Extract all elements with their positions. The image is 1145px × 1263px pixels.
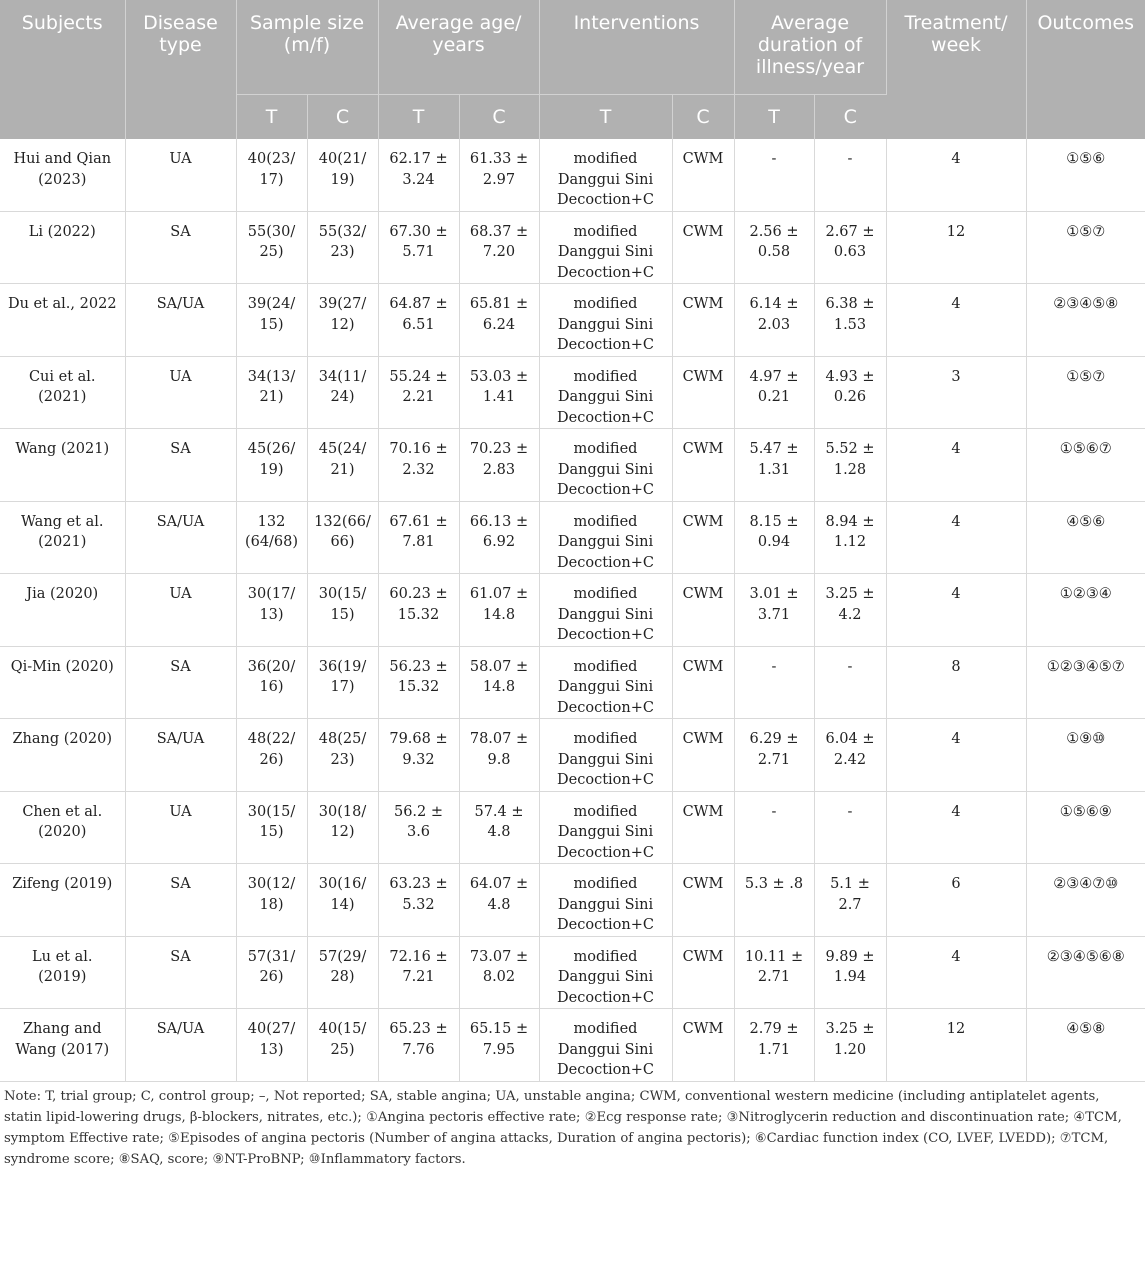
cell-age-c: 70.23 ± 2.83 [459,429,539,502]
cell-duration-c: 4.93 ± 0.26 [814,356,886,429]
cell-age-c: 65.81 ± 6.24 [459,284,539,357]
cell-age-t: 70.16 ± 2.32 [378,429,459,502]
cell-intervention-c: CWM [672,864,734,937]
cell-outcomes: ①②③④⑤⑦ [1026,646,1145,719]
header-outcomes: Outcomes [1026,0,1145,139]
cell-outcomes: ②③④⑤⑧ [1026,284,1145,357]
cell-sample-t: 30(17/ 13) [236,574,307,647]
cell-sample-c: 40(21/ 19) [307,139,378,211]
cell-sample-t: 48(22/ 26) [236,719,307,792]
cell-intervention-t: modified Danggui Sini Decoction+C [539,574,672,647]
table-row [0,139,1145,211]
cell-intervention-c: CWM [672,429,734,502]
cell-intervention-c: CWM [672,936,734,1009]
cell-duration-t: 4.97 ± 0.21 [734,356,814,429]
cell-age-c: 53.03 ± 1.41 [459,356,539,429]
cell-intervention-t: modified Danggui Sini Decoction+C [539,864,672,937]
subheader-duration-t: T [734,95,814,140]
cell-duration-c: 5.1 ± 2.7 [814,864,886,937]
cell-duration-c: - [814,791,886,864]
cell-intervention-t: modified Danggui Sini Decoction+C [539,646,672,719]
cell-duration-t: 6.29 ± 2.71 [734,719,814,792]
cell-age-t: 65.23 ± 7.76 [378,1009,459,1082]
cell-duration-t: 10.11 ± 2.71 [734,936,814,1009]
cell-outcomes: ①⑤⑥⑨ [1026,791,1145,864]
cell-sample-t: 40(23/ 17) [236,139,307,211]
cell-sample-t: 30(15/ 15) [236,791,307,864]
cell-subject: Zhang and Wang (2017) [0,1009,125,1082]
cell-sample-t: 55(30/ 25) [236,211,307,284]
cell-disease-type: UA [125,791,236,864]
cell-duration-t: 5.3 ± .8 [734,864,814,937]
cell-sample-t: 34(13/ 21) [236,356,307,429]
cell-outcomes: ④⑤⑥ [1026,501,1145,574]
cell-disease-type: SA/UA [125,501,236,574]
cell-sample-c: 48(25/ 23) [307,719,378,792]
cell-sample-c: 30(15/ 15) [307,574,378,647]
subheader-intervention-c: C [672,95,734,140]
header-interventions: Interventions [539,0,734,95]
cell-sample-t: 36(20/ 16) [236,646,307,719]
table-row [0,791,1145,864]
cell-subject: Wang (2021) [0,429,125,502]
cell-subject: Wang et al. (2021) [0,501,125,574]
cell-sample-t: 45(26/ 19) [236,429,307,502]
cell-disease-type: SA/UA [125,1009,236,1082]
cell-treatment-weeks: 4 [886,936,1026,1009]
cell-treatment-weeks: 4 [886,429,1026,502]
subheader-sample-t: T [236,95,307,140]
cell-intervention-c: CWM [672,574,734,647]
table-row [0,719,1145,792]
cell-disease-type: SA/UA [125,284,236,357]
cell-age-t: 56.23 ± 15.32 [378,646,459,719]
table-row [0,211,1145,284]
cell-intervention-t: modified Danggui Sini Decoction+C [539,1009,672,1082]
header-sample-size: Sample size (m/f) [236,0,378,95]
header-treatment: Treatment/ week [886,0,1026,139]
cell-intervention-t: modified Danggui Sini Decoction+C [539,501,672,574]
cell-intervention-t: modified Danggui Sini Decoction+C [539,284,672,357]
cell-intervention-c: CWM [672,139,734,211]
cell-age-t: 64.87 ± 6.51 [378,284,459,357]
cell-treatment-weeks: 8 [886,646,1026,719]
cell-disease-type: SA [125,429,236,502]
cell-disease-type: SA/UA [125,719,236,792]
cell-age-c: 78.07 ± 9.8 [459,719,539,792]
cell-sample-c: 39(27/ 12) [307,284,378,357]
cell-treatment-weeks: 4 [886,791,1026,864]
cell-subject: Jia (2020) [0,574,125,647]
cell-intervention-c: CWM [672,356,734,429]
cell-outcomes: ①⑤⑦ [1026,211,1145,284]
table-body [0,139,1145,1081]
cell-outcomes: ①②③④ [1026,574,1145,647]
cell-duration-c: 6.38 ± 1.53 [814,284,886,357]
subheader-duration-c: C [814,95,886,140]
cell-age-c: 57.4 ± 4.8 [459,791,539,864]
cell-outcomes: ①⑤⑥⑦ [1026,429,1145,502]
table-note: Note: T, trial group; C, control group; –, Not reported; SA, stable angina; UA, unstable angina; CWM, conventional western medicine (including antiplatelet agents, statin lipid-lowering drugs, β-blockers, nitrates, etc.); ①Angina pectoris effective rate; ②Ecg response rate; ③Nitroglycerin reduction and discontinuation rate; ④TCM, symptom Effective rate; ⑤Episodes of angina pectoris (Number of angina attacks, Duration of angina pectoris); ⑥Cardiac function index (CO, LVEF, LVEDD); ⑦TCM, syndrome score; ⑧SAQ, score; ⑨NT-ProBNP; ⑩Inflammatory factors. [4,1088,1122,1167]
cell-intervention-c: CWM [672,719,734,792]
header-subjects: Subjects [0,0,125,139]
table-row [0,356,1145,429]
cell-age-t: 72.16 ± 7.21 [378,936,459,1009]
cell-subject: Zifeng (2019) [0,864,125,937]
cell-treatment-weeks: 4 [886,139,1026,211]
cell-outcomes: ①⑤⑥ [1026,139,1145,211]
table-row [0,501,1145,574]
cell-subject: Hui and Qian (2023) [0,139,125,211]
cell-intervention-c: CWM [672,791,734,864]
cell-sample-c: 30(18/ 12) [307,791,378,864]
cell-treatment-weeks: 4 [886,574,1026,647]
cell-duration-c: 5.52 ± 1.28 [814,429,886,502]
cell-intervention-t: modified Danggui Sini Decoction+C [539,936,672,1009]
table-row [0,574,1145,647]
cell-age-t: 67.61 ± 7.81 [378,501,459,574]
cell-treatment-weeks: 3 [886,356,1026,429]
cell-sample-t: 57(31/ 26) [236,936,307,1009]
cell-intervention-t: modified Danggui Sini Decoction+C [539,356,672,429]
table-row [0,1009,1145,1082]
cell-duration-c: 3.25 ± 4.2 [814,574,886,647]
cell-sample-c: 45(24/ 21) [307,429,378,502]
cell-treatment-weeks: 12 [886,1009,1026,1082]
cell-subject: Lu et al. (2019) [0,936,125,1009]
cell-subject: Li (2022) [0,211,125,284]
cell-sample-c: 57(29/ 28) [307,936,378,1009]
cell-duration-t: 2.56 ± 0.58 [734,211,814,284]
cell-subject: Zhang (2020) [0,719,125,792]
cell-intervention-c: CWM [672,501,734,574]
cell-treatment-weeks: 4 [886,501,1026,574]
cell-disease-type: UA [125,356,236,429]
cell-age-c: 58.07 ± 14.8 [459,646,539,719]
cell-sample-c: 30(16/ 14) [307,864,378,937]
cell-age-c: 61.07 ± 14.8 [459,574,539,647]
cell-age-c: 65.15 ± 7.95 [459,1009,539,1082]
cell-treatment-weeks: 4 [886,719,1026,792]
cell-treatment-weeks: 4 [886,284,1026,357]
table-row [0,646,1145,719]
cell-age-t: 56.2 ± 3.6 [378,791,459,864]
subheader-sample-c: C [307,95,378,140]
table-row [0,284,1145,357]
cell-duration-c: - [814,646,886,719]
cell-duration-c: 6.04 ± 2.42 [814,719,886,792]
cell-treatment-weeks: 12 [886,211,1026,284]
cell-age-t: 60.23 ± 15.32 [378,574,459,647]
cell-age-t: 55.24 ± 2.21 [378,356,459,429]
cell-intervention-c: CWM [672,646,734,719]
cell-outcomes: ②③④⑦⑩ [1026,864,1145,937]
cell-disease-type: SA [125,646,236,719]
cell-disease-type: UA [125,574,236,647]
cell-age-c: 64.07 ± 4.8 [459,864,539,937]
cell-disease-type: SA [125,936,236,1009]
cell-duration-t: 6.14 ± 2.03 [734,284,814,357]
header-disease-type: Disease type [125,0,236,139]
cell-sample-t: 40(27/ 13) [236,1009,307,1082]
cell-sample-c: 55(32/ 23) [307,211,378,284]
cell-duration-t: 2.79 ± 1.71 [734,1009,814,1082]
cell-disease-type: SA [125,211,236,284]
cell-outcomes: ④⑤⑧ [1026,1009,1145,1082]
cell-duration-t: - [734,139,814,211]
cell-intervention-c: CWM [672,1009,734,1082]
cell-outcomes: ②③④⑤⑥⑧ [1026,936,1145,1009]
cell-age-t: 67.30 ± 5.71 [378,211,459,284]
subheader-intervention-t: T [539,95,672,140]
cell-intervention-t: modified Danggui Sini Decoction+C [539,791,672,864]
cell-duration-c: - [814,139,886,211]
table-row [0,936,1145,1009]
subheader-age-c: C [459,95,539,140]
cell-intervention-c: CWM [672,284,734,357]
header-average-age: Average age/ years [378,0,539,95]
cell-duration-t: 8.15 ± 0.94 [734,501,814,574]
cell-subject: Cui et al. (2021) [0,356,125,429]
cell-disease-type: UA [125,139,236,211]
cell-age-t: 62.17 ± 3.24 [378,139,459,211]
header-average-duration: Average duration of illness/year [734,0,886,95]
cell-age-t: 79.68 ± 9.32 [378,719,459,792]
table-header [0,0,1145,139]
cell-age-t: 63.23 ± 5.32 [378,864,459,937]
cell-age-c: 68.37 ± 7.20 [459,211,539,284]
cell-sample-c: 132(66/ 66) [307,501,378,574]
cell-subject: Qi-Min (2020) [0,646,125,719]
subheader-age-t: T [378,95,459,140]
cell-duration-t: 5.47 ± 1.31 [734,429,814,502]
cell-disease-type: SA [125,864,236,937]
cell-sample-c: 34(11/ 24) [307,356,378,429]
cell-outcomes: ①⑤⑦ [1026,356,1145,429]
cell-intervention-t: modified Danggui Sini Decoction+C [539,139,672,211]
cell-sample-c: 36(19/ 17) [307,646,378,719]
cell-intervention-t: modified Danggui Sini Decoction+C [539,211,672,284]
cell-subject: Du et al., 2022 [0,284,125,357]
cell-intervention-c: CWM [672,211,734,284]
cell-sample-c: 40(15/ 25) [307,1009,378,1082]
table-row [0,864,1145,937]
cell-duration-c: 9.89 ± 1.94 [814,936,886,1009]
cell-sample-t: 30(12/ 18) [236,864,307,937]
cell-age-c: 61.33 ± 2.97 [459,139,539,211]
cell-sample-t: 39(24/ 15) [236,284,307,357]
cell-duration-c: 8.94 ± 1.12 [814,501,886,574]
cell-age-c: 73.07 ± 8.02 [459,936,539,1009]
cell-duration-t: - [734,791,814,864]
table-row [0,429,1145,502]
cell-duration-t: - [734,646,814,719]
cell-treatment-weeks: 6 [886,864,1026,937]
cell-duration-c: 2.67 ± 0.63 [814,211,886,284]
cell-subject: Chen et al. (2020) [0,791,125,864]
cell-intervention-t: modified Danggui Sini Decoction+C [539,719,672,792]
cell-outcomes: ①⑨⑩ [1026,719,1145,792]
cell-age-c: 66.13 ± 6.92 [459,501,539,574]
cell-duration-c: 3.25 ± 1.20 [814,1009,886,1082]
cell-duration-t: 3.01 ± 3.71 [734,574,814,647]
cell-intervention-t: modified Danggui Sini Decoction+C [539,429,672,502]
cell-sample-t: 132 (64/68) [236,501,307,574]
